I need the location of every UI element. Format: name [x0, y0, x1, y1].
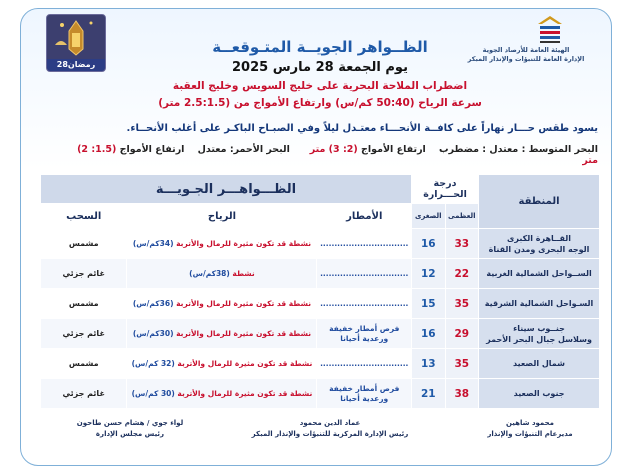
table-row: [41, 319, 600, 349]
organization-name: [460, 46, 592, 64]
rain-cell: [317, 289, 412, 319]
min-temp-cell-line: 15: [420, 297, 436, 310]
wind-description: نشطة قد تكون مثيرة للرمال والأتربة: [174, 359, 313, 368]
rain-cell-line: ورعدية أحيانا: [340, 333, 389, 343]
region-cell-line: وسلاسل جبال البحر الأحمر: [486, 334, 592, 344]
org-line-1: الهيئة العامة للأرصاد الجوية: [482, 46, 570, 54]
min-temp-cell: [412, 289, 446, 319]
rain-cell-line: ورعدية أحيانا: [340, 393, 389, 403]
wind-description: نشطة قد تكون مثيرة للرمال والأتربة: [174, 389, 313, 398]
signature-central-admin: [250, 418, 410, 440]
forecast-table: [40, 174, 600, 409]
marine-alert: اضطراب الملاحة البحرية على خليج السويس وخليج العقبة: [172, 80, 468, 92]
wind-description: نشطة: [229, 269, 255, 278]
wind-speed: (38كم/س): [189, 269, 230, 278]
col-rain: الأمطار: [317, 204, 412, 229]
max-temp-cell-line: 38: [454, 387, 470, 400]
min-temp-cell-line: 16: [420, 237, 436, 250]
region-cell-line: جنوب الصعيد: [513, 389, 565, 398]
ramadan-badge: [46, 14, 106, 72]
region-cell: [479, 289, 600, 319]
table-row: [41, 349, 600, 379]
sig1-name: لواء جوي / هشام حسن طاحون: [76, 419, 184, 427]
region-cell-line: الســواحل الشمالية الغربية: [486, 269, 592, 278]
min-temp-cell-line: 21: [420, 387, 436, 400]
wind-cell: [127, 379, 317, 409]
col-max: العظمى: [445, 204, 479, 229]
lantern-icon: [47, 15, 105, 59]
sig3-title: مديرعام التنبؤات والإنذار: [487, 430, 573, 438]
sig2-title: رئيس الإدارة المركزية للتنبؤات والإنذار المبكر: [251, 430, 409, 438]
region-cell: [479, 319, 600, 349]
wind-description: نشطة قد تكون مثيرة للرمال والأتربة: [173, 239, 312, 248]
page-title: الظــواهر الجويــة المتـوقعــة: [212, 38, 428, 56]
col-cloud: السحب: [41, 204, 127, 229]
cloud-cell: [41, 289, 127, 319]
max-temp-cell: [445, 229, 479, 259]
wind-wave-alert: سرعة الرياح (50:40 كم/س) وارتفاع الأمواج من (2.5:1.5 متر): [158, 97, 482, 109]
cloud-cell-line: غائم جزئي: [62, 269, 105, 278]
max-temp-cell: [445, 319, 479, 349]
rain-cell-line: ...............................: [320, 268, 409, 278]
wind-cell: [127, 229, 317, 259]
cloud-cell: [41, 349, 127, 379]
min-temp-cell: [412, 379, 446, 409]
col-wind: الرياح: [127, 204, 317, 229]
min-temp-cell: [412, 229, 446, 259]
col-temperature: درجة الحـــرارة: [412, 175, 479, 204]
max-temp-cell-line: 35: [454, 297, 470, 310]
max-temp-cell-line: 35: [454, 357, 470, 370]
min-temp-cell-line: 13: [420, 357, 436, 370]
rain-cell-line: ...............................: [320, 298, 409, 308]
region-cell: [479, 379, 600, 409]
wind-speed: (30كم/س): [132, 329, 174, 338]
min-temp-cell: [412, 259, 446, 289]
red-sea-label: البحر الأحمر: معتدل: [197, 144, 290, 155]
cloud-cell-line: مشمس: [68, 299, 99, 308]
rain-cell-line: فرص أمطار خفيفة: [329, 323, 400, 333]
sig2-name: عماد الدين محمود: [299, 419, 361, 427]
table-row: [41, 229, 600, 259]
table-row: [41, 379, 600, 409]
rain-cell-line: فرص أمطار خفيفة: [329, 383, 400, 393]
region-cell-line: شمال الصعيد: [513, 359, 566, 368]
min-temp-cell-line: 12: [420, 267, 436, 280]
org-line-2: الإدارة العامة للتنبؤات والإنذار المبكر: [467, 55, 585, 63]
max-temp-cell: [445, 349, 479, 379]
wind-description: نشطة قد تكون مثيرة للرمال والأتربة: [173, 299, 312, 308]
max-temp-cell-line: 22: [454, 267, 470, 280]
med-sea-waves: (2: 3) متر: [309, 144, 358, 155]
wind-cell: [127, 349, 317, 379]
region-cell-line: القــاهرة الكبرى: [507, 233, 572, 243]
wind-speed: (32 كم/س): [131, 359, 175, 368]
rain-cell-line: ...............................: [320, 238, 409, 248]
wind-speed: (30 كم/س): [131, 389, 175, 398]
med-sea-label: البحر المتوسط : معتدل : مضطرب: [439, 144, 598, 155]
wind-speed: (36كم/س): [132, 299, 174, 308]
med-sea-waves-label: ارتفاع الأمواج: [361, 144, 426, 155]
forecast-date: يوم الجمعة 28 مارس 2025: [232, 60, 408, 75]
cloud-cell-line: مشمس: [68, 239, 99, 248]
rain-cell: [317, 229, 412, 259]
cloud-cell: [41, 259, 127, 289]
region-cell: [479, 259, 600, 289]
rain-cell: [317, 349, 412, 379]
wind-speed: (34كم/س): [132, 239, 174, 248]
min-temp-cell-line: 16: [420, 327, 436, 340]
col-weather: الظـــواهـــر الجـويـــة: [41, 175, 412, 204]
max-temp-cell-line: 29: [454, 327, 470, 340]
region-cell-line: الوجه البحرى ومدن القناة: [488, 244, 590, 254]
sea-conditions: [60, 144, 598, 166]
wind-description: نشطة قد تكون مثيرة للرمال والأتربة: [173, 329, 312, 338]
table-row: [41, 289, 600, 319]
max-temp-cell-line: 33: [454, 237, 470, 250]
wind-cell: [127, 289, 317, 319]
rain-cell: [317, 319, 412, 349]
max-temp-cell: [445, 259, 479, 289]
weather-summary: يسود طقس حـــار نهاراً على كافــة الأنحـــاء معتـدل ليلاً وفي الصبـاح الباكـر على أغلب الأنحــاء.: [126, 123, 598, 134]
cloud-cell-line: مشمس: [68, 359, 99, 368]
cloud-cell: [41, 229, 127, 259]
cloud-cell-line: غائم جزئي: [62, 329, 105, 338]
ramadan-day: 28رمضان: [47, 59, 105, 71]
max-temp-cell: [445, 289, 479, 319]
sig3-name: محمود شاهين: [505, 419, 554, 427]
wind-cell: [127, 259, 317, 289]
region-cell-line: جنــوب سيناء: [513, 323, 565, 333]
region-cell-line: السـواحل الشمالية الشرقية: [484, 299, 594, 308]
max-temp-cell: [445, 379, 479, 409]
cloud-cell-line: غائم جزئي: [62, 389, 105, 398]
signature-chairman: [60, 418, 200, 440]
min-temp-cell: [412, 319, 446, 349]
ema-logo-icon: [532, 14, 568, 44]
region-cell: [479, 229, 600, 259]
red-sea-waves: (1.5: 2) متر: [77, 144, 598, 166]
region-cell: [479, 349, 600, 379]
sig1-title: رئيس مجلس الإدارة: [95, 430, 165, 438]
cloud-cell: [41, 379, 127, 409]
wind-cell: [127, 319, 317, 349]
col-min: الصغرى: [412, 204, 446, 229]
rain-cell: [317, 259, 412, 289]
signature-general-manager: [470, 418, 590, 440]
table-row: [41, 259, 600, 289]
rain-cell: [317, 379, 412, 409]
min-temp-cell: [412, 349, 446, 379]
red-sea-waves-label: ارتفاع الأمواج: [119, 144, 185, 155]
col-region: المنطقة: [479, 175, 600, 229]
rain-cell-line: ...............................: [320, 358, 409, 368]
cloud-cell: [41, 319, 127, 349]
